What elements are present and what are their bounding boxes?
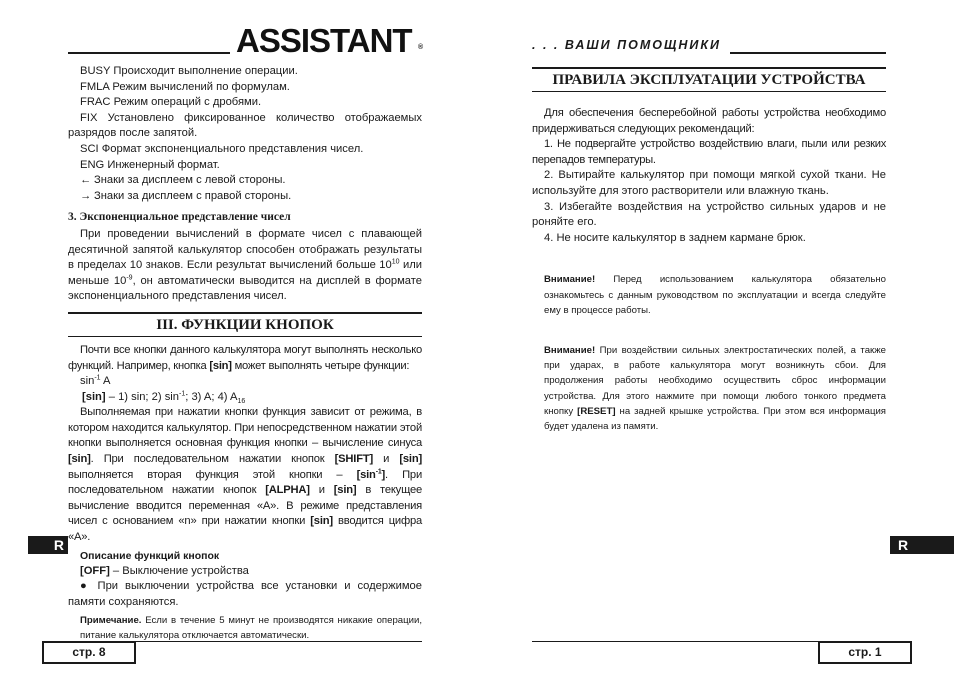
- warning-static-reset: Внимание! При воздействии сильных электростатических полей, а также при ударах, в работе калькулятора могут возникнуть сбои. Для продолжения работы необходимо осуществить сброс информации устройства. Для этого нажмите при помощи любого тонкого предмета кнопку [RESET] на задней крышке устройства. При этом вся информация будет удалена из памяти.: [544, 344, 886, 432]
- left-header-rule: [68, 52, 230, 54]
- usage-intro: Для обеспечения бесперебойной работы устройства необходимо придерживаться следующих рекомендаций:: [532, 107, 886, 135]
- sin-functions-line: [sin] – 1) sin; 2) $\sin^{-1}$; 3) A; 4) $A_{16}$: [82, 389, 246, 405]
- indicator-fix: FIX Установлено фиксированное количество отображаемых разрядов после запятой.: [68, 111, 423, 140]
- left-language-tab: R: [28, 536, 68, 554]
- indicator-right-arrow: → Знаки за дисплеем с правой стороны.: [68, 189, 422, 205]
- section-3-title: 3. Экспоненциальное представление чисел: [68, 211, 291, 224]
- power-off-bullet: ● При выключении устройства все установки и содержимое памяти сохраняются.: [68, 580, 422, 609]
- arrow-right-icon: →: [80, 189, 92, 202]
- right-header-rule: [730, 52, 886, 54]
- indicator-busy: BUSY Происходит выполнение операции.: [80, 65, 298, 77]
- slogan: . . . ВАШИ ПОМОЩНИКИ: [532, 38, 722, 52]
- usage-rules-title: ПРАВИЛА ЭКСПЛУАТАЦИИ УСТРОЙСТВА: [532, 67, 886, 92]
- left-page-number: стр. 8: [42, 641, 136, 664]
- section-keys-title: III. ФУНКЦИИ КНОПОК: [68, 312, 422, 337]
- sin-inverse-line: $\sin^{-1} A$: [80, 374, 111, 388]
- indicator-sci: SCI Формат экспоненциального представления чисел.: [80, 142, 364, 155]
- off-key-description: [OFF] – Выключение устройства: [80, 564, 249, 577]
- right-language-tab: R: [890, 536, 954, 554]
- right-page-number: стр. 1: [818, 641, 912, 664]
- arrow-left-icon: ←: [80, 174, 92, 187]
- section-3-text: При проведении вычислений в формате чисел с плавающей десятичной запятой калькулятор способен отображать результаты в пределах 10 знаков. Если результат вычислений больше $10^{10}$ или меньше $10^{-9}$, он автоматически выводится на дисплей в формате экспоненциального представления чисел.: [68, 227, 423, 303]
- key-description-title: Описание функций кнопок: [80, 549, 220, 562]
- usage-rule-3: 3. Избегайте воздействия на устройство сильных ударов и не роняйте его.: [532, 200, 886, 229]
- usage-rule-2: 2. Вытирайте калькулятор при помощи мягкой сухой ткани. Не используйте для этого растворители или влажную ткань.: [532, 169, 886, 197]
- indicator-frac: FRAC Режим операций с дробями.: [80, 96, 262, 109]
- indicator-eng: ENG Инженерный формат.: [80, 158, 220, 171]
- indicator-fmla: FMLA Режим вычислений по формулам.: [80, 80, 290, 93]
- warning-manual: Внимание! Перед использованием калькулятора обязательно ознакомьтесь с данным руководством по эксплуатации и всегда следуйте ему в процессе работы.: [544, 274, 886, 316]
- brand-logo: ASSISTANT: [236, 22, 412, 59]
- indicator-list: [68, 64, 422, 204]
- keys-mode-text: Выполняемая при нажатии кнопки функция зависит от режима, в котором находится калькулятор. При непосредственном нажатии этой кнопки выполняется основная функция кнопки – вычисление синуса [sin]. При последовательном нажатии кнопок [SHIFT] и [sin] выполняется вторая функция этой кнопки – $[\sin^{-1}]$. При последовательном нажатии кнопок [ALPHA] и [sin] в текущее вычисление вводится переменная «А». В режиме представления чисел с основанием «n» при нажатии кнопки [sin] вводится цифра «А».: [68, 406, 423, 544]
- auto-off-note: Примечание. Если в течение 5 минут не производятся никакие операции, питание калькулятора отключается автоматически.: [80, 614, 422, 641]
- left-page-body: [68, 64, 422, 643]
- right-page-body: [532, 64, 886, 434]
- usage-rule-1: 1. Не подвергайте устройство воздействию влаги, пыли или резких перепадов температуры.: [532, 138, 886, 166]
- keys-intro: Почти все кнопки данного калькулятора могут выполнять несколько функций. Например, кнопка [sin] может выполнять четыре функции:: [68, 343, 422, 372]
- usage-rule-4: 4. Не носите калькулятор в заднем кармане брюк.: [544, 231, 806, 244]
- indicator-left-arrow: ← Знаки за дисплеем с левой стороны.: [68, 173, 422, 189]
- brand-registered-mark: ®: [418, 44, 424, 51]
